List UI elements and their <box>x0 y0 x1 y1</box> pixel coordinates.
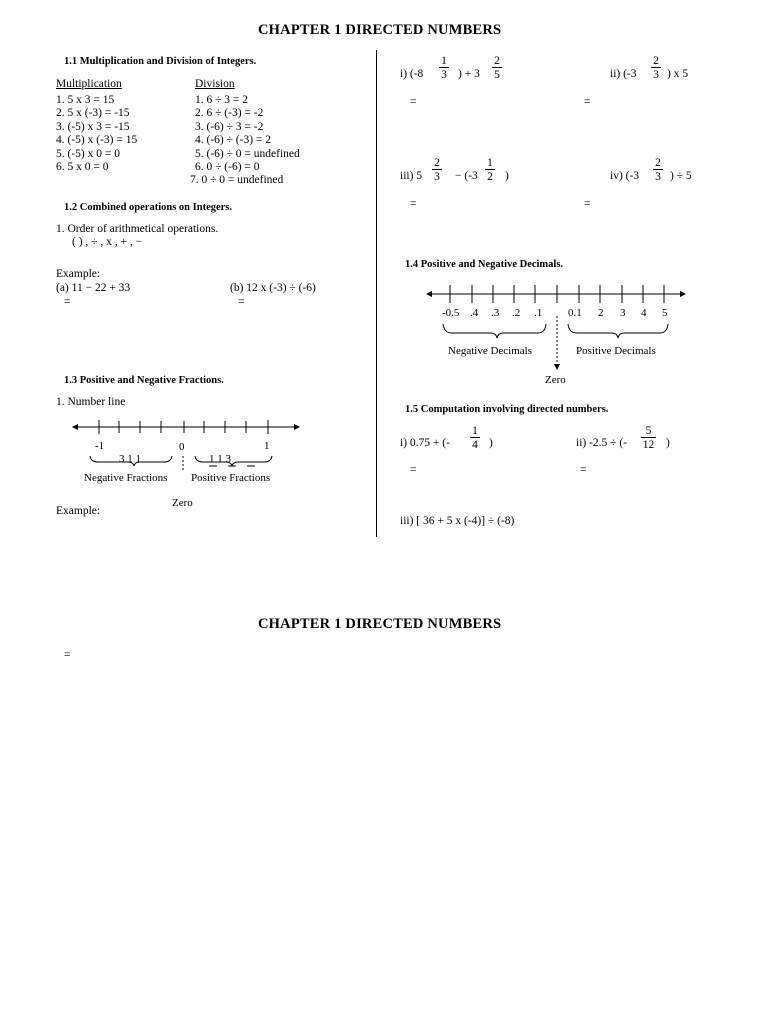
list-item: 2. 5 x (-3) = -15 <box>56 107 130 120</box>
exercise-ii-end: ) x 5 <box>667 68 689 80</box>
negative-fractions-values: 3 1 1 <box>119 453 141 465</box>
section-1-1-heading: 1.1 Multiplication and Division of Integers. <box>64 56 257 67</box>
exercise-1-5-iii: iii) [ 36 + 5 x (-4)] ÷ (-8) <box>400 515 515 527</box>
fraction: $\frac{2}{3}$ <box>653 157 663 183</box>
negative-fractions-label: Negative Fractions <box>84 472 168 484</box>
tick-label: 0 <box>179 441 185 453</box>
fraction: $\frac{1}{2}$ <box>485 157 495 183</box>
list-item: 1. 5 x 3 = 15 <box>56 94 115 106</box>
list-item: 1. 6 ÷ 3 = 2 <box>195 94 249 106</box>
number-line-label: 1. Number line <box>56 396 126 408</box>
exercise-i-start: i) (-8 <box>400 68 424 80</box>
list-item: 4. (-6) ÷ (-3) = 2 <box>195 134 272 147</box>
negative-decimals-label: Negative Decimals <box>448 345 532 357</box>
section-1-2-heading: 1.2 Combined operations on Integers. <box>64 202 233 213</box>
exercise-ii-start: ii) (-3 <box>610 68 637 80</box>
section-1-5-heading: 1.5 Computation involving directed numbers. <box>405 404 609 415</box>
arrow-down-icon <box>554 364 560 370</box>
positive-fractions-label: Positive Fractions <box>191 472 271 484</box>
division-heading: Division <box>195 78 235 90</box>
example-a: (a) 11 − 22 + 33 <box>56 282 131 294</box>
tick-label: .3 <box>491 307 500 319</box>
arrow-right-icon <box>680 291 686 297</box>
fraction: $\frac{5}{12}$ <box>642 425 655 451</box>
close-paren: ) <box>489 437 493 449</box>
tick-label: 5 <box>662 307 668 319</box>
close-paren: ) <box>666 437 670 449</box>
tick-label: 3 <box>620 307 626 319</box>
fraction: $\frac{2}{5}$ <box>492 55 502 81</box>
zero-label: Zero <box>172 497 193 509</box>
section-1-4-heading: 1.4 Positive and Negative Decimals. <box>405 259 564 270</box>
equals-sign: = <box>410 198 417 210</box>
exercise-iii-mid: − (-3 <box>455 170 478 182</box>
tick-label: .1 <box>534 307 543 319</box>
order-of-operations: 1. Order of arithmetical operations. <box>56 223 219 235</box>
list-item: 3. (-5) x 3 = -15 <box>56 120 130 133</box>
list-item: 5. (-5) x 0 = 0 <box>56 147 120 160</box>
list-item: 6. 5 x 0 = 0 <box>56 161 109 174</box>
exercise-iii-start: iii) 5 <box>400 170 423 182</box>
list-item: 5. (-6) ÷ 0 = undefined <box>195 147 300 160</box>
positive-decimals-label: Positive Decimals <box>576 345 656 357</box>
exercise-1-5-i: i) 0.75 + (- <box>400 437 450 449</box>
fraction: $\frac{2}{3}$ <box>432 157 442 183</box>
tick-label: .2 <box>512 307 521 319</box>
tick-label: 1 <box>264 440 270 452</box>
positive-fractions-values: 1 1 3 <box>209 453 231 465</box>
exercise-iv-end: ) ÷ 5 <box>670 170 692 182</box>
fraction: $\frac{2}{3}$ <box>651 55 661 81</box>
equals-sign: = <box>64 296 71 308</box>
exercise-i-mid: ) + 3 <box>458 68 480 80</box>
equals-sign: = <box>584 96 591 108</box>
equals-sign: = <box>410 464 417 476</box>
equals-sign: = <box>584 198 591 210</box>
section-1-3-heading: 1.3 Positive and Negative Fractions. <box>64 375 224 386</box>
equals-sign: = <box>64 649 71 661</box>
multiplication-heading: Multiplication <box>56 78 122 90</box>
zero-label: Zero <box>545 374 566 386</box>
tick-label: -0.5 <box>442 307 460 319</box>
example-label: Example: <box>56 505 101 517</box>
positive-brace <box>568 324 668 338</box>
exercise-1-5-ii: ii) -2.5 ÷ (- <box>576 437 628 449</box>
equals-sign: = <box>238 296 245 308</box>
fraction: $\frac{1}{3}$ <box>439 55 449 81</box>
list-item: 7. 0 ÷ 0 = undefined <box>190 174 284 187</box>
list-item: 3. (-6) ÷ 3 = -2 <box>195 120 264 133</box>
arrow-left-icon <box>426 291 432 297</box>
list-item: 6. 0 ÷ (-6) = 0 <box>195 161 260 174</box>
tick-label: 0.1 <box>568 307 582 319</box>
list-item: 4. (-5) x (-3) = 15 <box>56 134 138 147</box>
example-label: Example: <box>56 268 101 280</box>
fraction: $\frac{1}{4}$ <box>470 425 480 451</box>
tick-label: -1 <box>95 440 105 452</box>
tick-label: 4 <box>641 307 647 319</box>
equals-sign: = <box>580 464 587 476</box>
equals-sign: = <box>410 96 417 108</box>
tick-label: .4 <box>470 307 479 319</box>
close-paren: ) <box>505 170 509 182</box>
operations-list: ( ) , ÷ , x , + , − <box>72 236 143 248</box>
example-b: (b) 12 x (-3) ÷ (-6) <box>230 282 316 294</box>
page-title-repeat: CHAPTER 1 DIRECTED NUMBERS <box>258 616 502 632</box>
tick-label: 2 <box>598 307 604 319</box>
negative-brace <box>443 324 546 338</box>
exercise-iv-start: iv) (-3 <box>610 170 640 182</box>
page-title: CHAPTER 1 DIRECTED NUMBERS <box>258 22 502 38</box>
list-item: 2. 6 ÷ (-3) = -2 <box>195 107 264 120</box>
